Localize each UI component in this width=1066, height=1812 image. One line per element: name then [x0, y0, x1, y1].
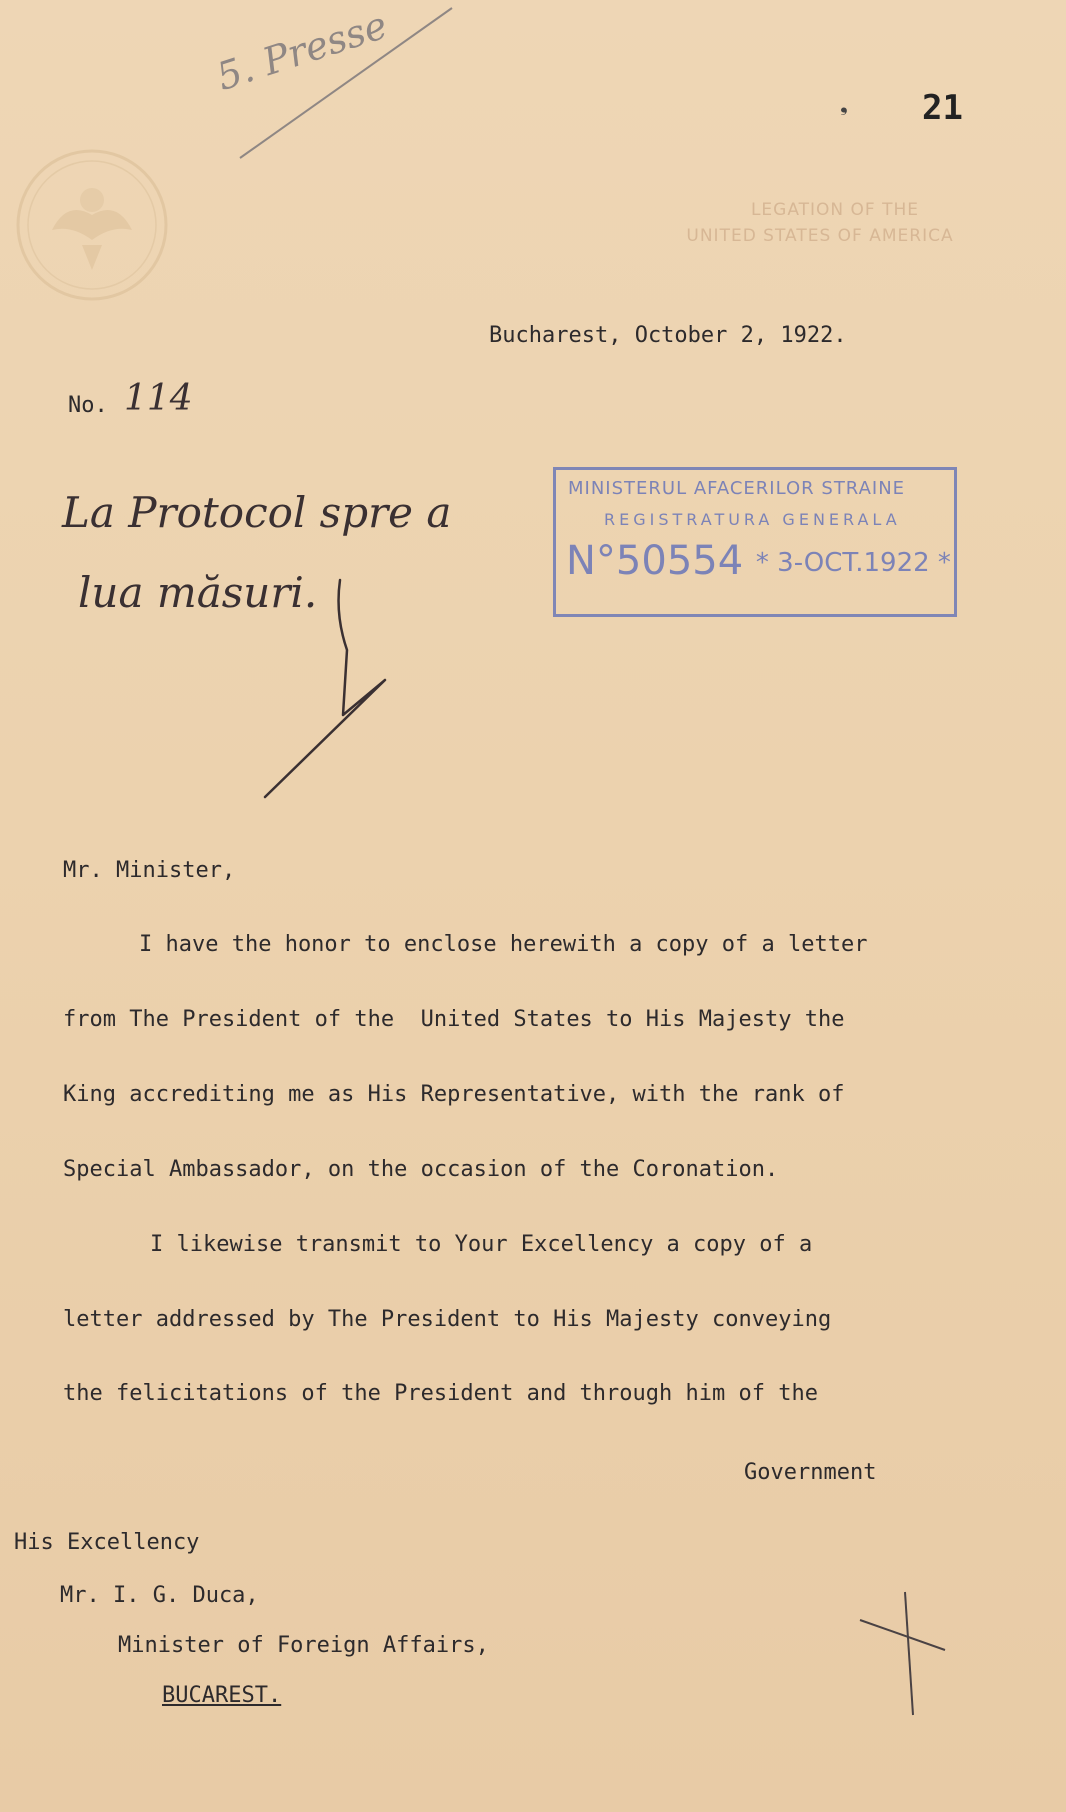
pencil-cross-mark-icon [855, 1590, 955, 1720]
page-number: 21 [922, 88, 963, 128]
body-line-3: King accrediting me as His Representative, with the rank of [63, 1082, 845, 1107]
page-mark: ❟ [840, 92, 848, 116]
letterhead-line-1: LEGATION OF THE [750, 200, 920, 220]
document-number-label: No. [68, 393, 108, 418]
addressee-line-2: Mr. I. G. Duca, [60, 1583, 259, 1608]
stamp-number [566, 538, 951, 584]
pencil-underline-icon [230, 0, 470, 170]
pencil-annotation: 5. Presse [211, 2, 393, 99]
addressee-line-1: His Excellency [14, 1530, 200, 1555]
body-line-5: I likewise transmit to Your Excellency a copy of a [150, 1232, 813, 1257]
registry-stamp [553, 467, 957, 617]
stamp-line-2: REGISTRATURA GENERALA [604, 510, 901, 529]
letterhead-line-2: UNITED STATES OF AMERICA [686, 226, 954, 246]
body-line-1: I have the honor to enclose herewith a copy of a letter [139, 932, 868, 957]
body-line-2: from The President of the United States to His Majesty the [63, 1007, 845, 1032]
handwritten-note-line-1: La Protocol spre a [62, 488, 452, 537]
signature-flourish-icon [255, 575, 405, 805]
body-line-4: Special Ambassador, on the occasion of the Coronation. [63, 1157, 779, 1182]
body-line-7: the felicitations of the President and through him of the [63, 1381, 818, 1406]
date-line: Bucharest, October 2, 1922. [489, 323, 847, 348]
handwritten-note-line-2: lua măsuri. [78, 568, 318, 617]
stamp-line-1: MINISTERUL AFACERILOR STRAINE [568, 478, 906, 499]
stamp-date: * 3-OCT.1922 * [755, 548, 951, 578]
body-line-6: letter addressed by The President to His Majesty conveying [63, 1307, 832, 1332]
addressee-line-3: Minister of Foreign Affairs, [118, 1633, 489, 1658]
letterhead [620, 200, 1020, 252]
document-number-value: 114 [124, 378, 193, 419]
catchword: Government [744, 1460, 877, 1485]
salutation: Mr. Minister, [63, 858, 236, 883]
embossed-seal-icon [12, 145, 172, 305]
stamp-number-value: N°50554 [566, 538, 744, 584]
addressee-line-4: BUCAREST. [162, 1683, 282, 1708]
